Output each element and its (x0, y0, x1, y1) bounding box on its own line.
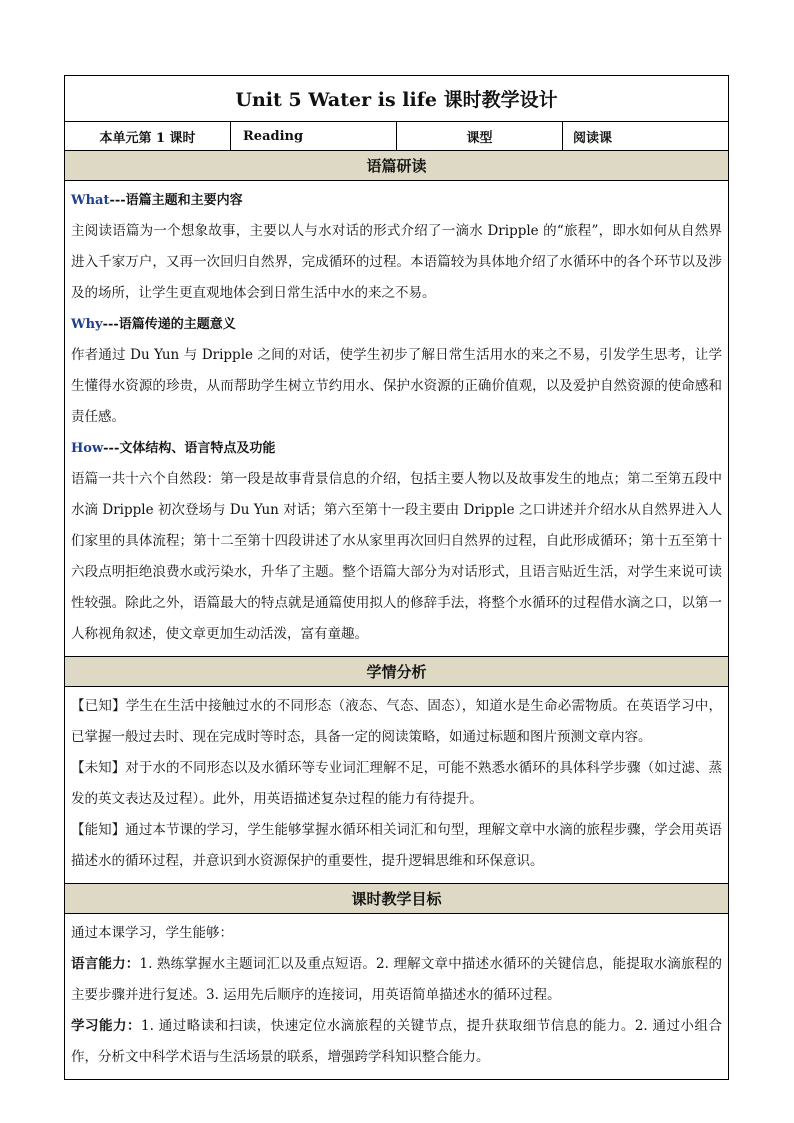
lesson-number: 本单元第 1 课时 (65, 122, 231, 151)
language-ability-paragraph: 语言能力：1. 熟练掌握水主题词汇以及重点短语。2. 理解文章中描述水循环的关键信息，能提取水滴旅程的主要步骤并进行复述。3. 运用先后顺序的连接词，用英语简单描述水的循环过程。 (71, 956, 723, 1003)
lesson-plan-page (64, 75, 729, 1080)
lesson-plan-table (64, 75, 729, 1080)
lesson-type-label: 课型 (397, 122, 563, 151)
lesson-type-value: 阅读课 (563, 122, 729, 151)
objectives-intro: 通过本课学习，学生能够： (71, 925, 233, 941)
why-paragraph: 作者通过 Du Yun 与 Dripple 之间的对话，使学生初步了解日常生活用水的来之不易，引发学生思考，让学生懂得水资源的珍贵，从而帮助学生树立节约用水、保护水资源的正确价值观，以及爱护自然资源的使命感和责任感。 (71, 347, 722, 425)
what-heading: What---语篇主题和主要内容 (71, 193, 243, 208)
why-heading: Why---语篇传递的主题意义 (71, 317, 236, 332)
known-paragraph: 【已知】学生在生活中接触过水的不同形态（液态、气态、固态），知道水是生命必需物质。在英语学习中，已掌握一般过去时、现在完成时等时态，具备一定的阅读策略，如通过标题和图片预测文章内容。 (71, 698, 723, 745)
what-paragraph: 主阅读语篇为一个想象故事，主要以人与水对话的形式介绍了一滴水 Dripple 的“旅程”，即水如何从自然界进入千家万户，又再一次回归自然界，完成循环的过程。本语篇较为具体地介绍了水循环中的各个环节以及涉及的场所，让学生更直观地体会到日常生活中水的来之不易。 (71, 223, 722, 301)
text-analysis-body (65, 181, 729, 657)
section-heading-objectives: 课时教学目标 (65, 884, 729, 914)
learning-ability-paragraph: 学习能力：1. 通过略读和扫读，快速定位水滴旅程的关键节点，提升获取细节信息的能力。2. 通过小组合作，分析文中科学术语与生活场景的联系，增强跨学科知识整合能力。 (71, 1018, 723, 1065)
section-heading-text-analysis: 语篇研读 (65, 151, 729, 181)
how-heading: How---文体结构、语言特点及功能 (71, 441, 276, 456)
how-paragraph: 语篇一共十六个自然段：第一段是故事背景信息的介绍，包括主要人物以及故事发生的地点；第二至第五段中水滴 Dripple 初次登场与 Du Yun 对话；第六至第十一段主要由 Dripple 之口讲述并介绍水从自然界进入人们家里的具体流程；第十二至第十四段讲述了水从家里再次回归自然界的过程，自此形成循环；第十五至第十六段点明拒绝浪费水或污染水，升华了主题。整个语篇大部分为对话形式，且语言贴近生活，对学生来说可读性较强。除此之外，语篇最大的特点就是通篇使用拟人的修辞手法，将整个水循环的过程借水滴之口，以第一人称视角叙述，使文章更加生动活泼，富有童趣。 (71, 471, 722, 642)
document-title: Unit 5 Water is life 课时教学设计 (65, 76, 729, 122)
objectives-body (65, 914, 729, 1080)
able-paragraph: 【能知】通过本节课的学习，学生能够掌握水循环相关词汇和句型，理解文章中水滴的旅程步骤，学会用英语描述水的循环过程，并意识到水资源保护的重要性，提升逻辑思维和环保意识。 (71, 822, 723, 869)
learner-analysis-body (65, 687, 729, 884)
section-heading-learner-analysis: 学情分析 (65, 657, 729, 687)
lesson-info-row (65, 122, 729, 151)
lesson-name: Reading (231, 122, 397, 151)
unknown-paragraph: 【未知】对于水的不同形态以及水循环等专业词汇理解不足，可能不熟悉水循环的具体科学步骤（如过滤、蒸发的英文表达及过程）。此外，用英语描述复杂过程的能力有待提升。 (71, 760, 723, 807)
